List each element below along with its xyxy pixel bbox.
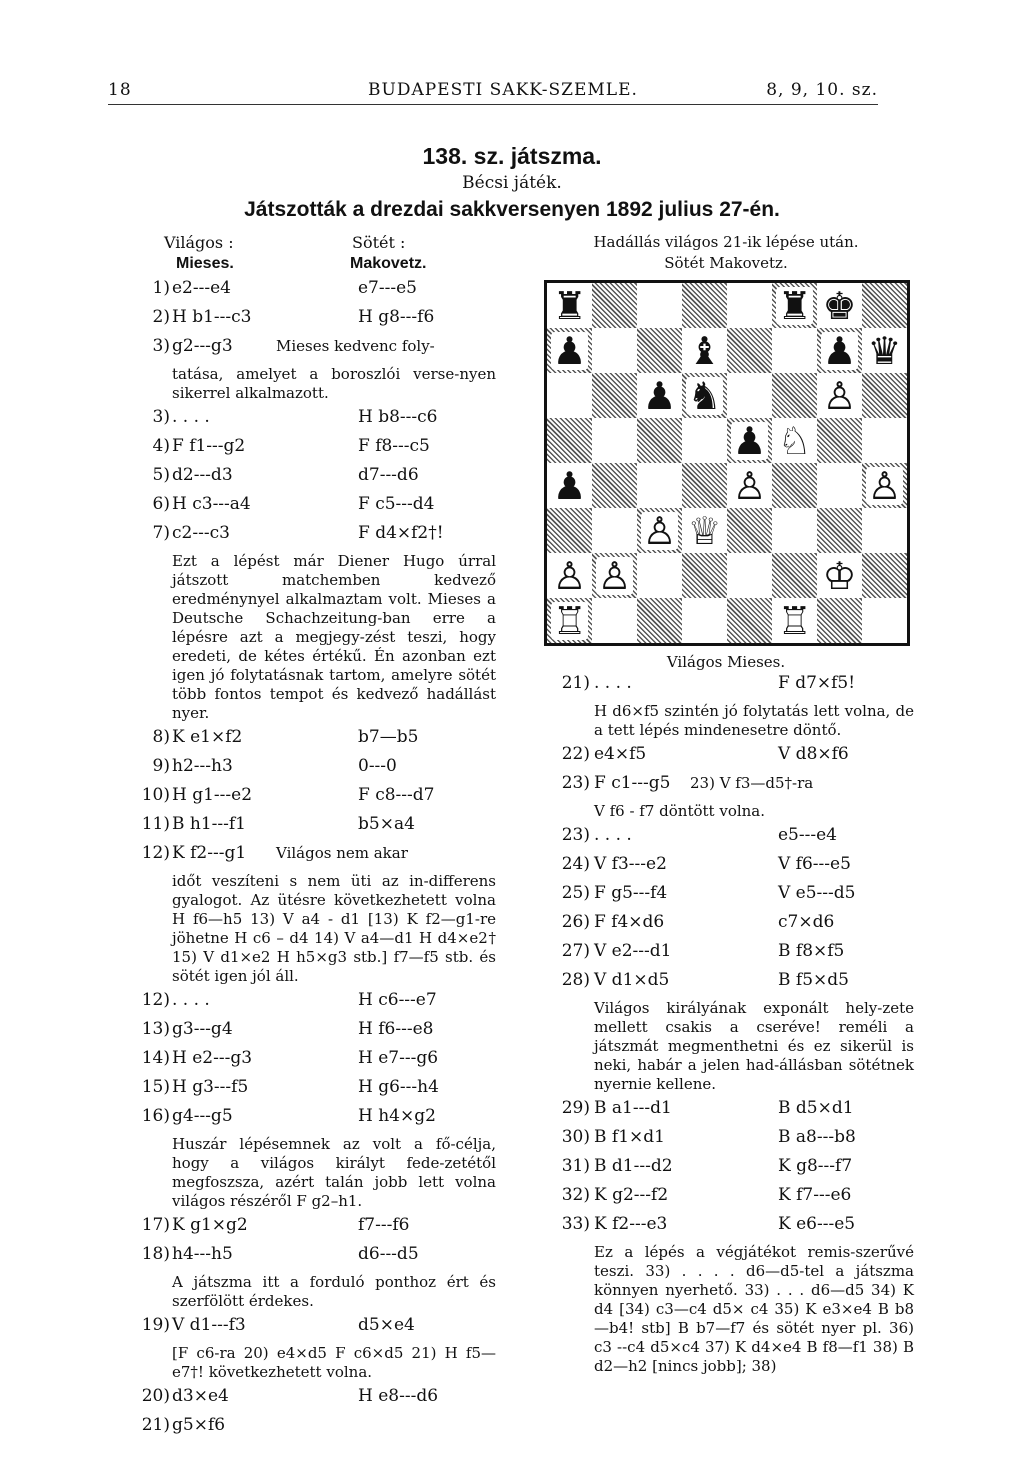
header-rule xyxy=(108,104,878,105)
white-move: H g3---f5 xyxy=(172,1077,249,1097)
move-annotation: V f6 - f7 döntött volna. xyxy=(594,802,766,820)
issue-number: 8, 9, 10. sz. xyxy=(766,80,878,100)
board-square xyxy=(817,328,862,373)
board-square xyxy=(862,508,907,553)
move-number: 18) xyxy=(141,1244,170,1264)
journal-title: BUDAPESTI SAKK-SZEMLE. xyxy=(368,80,638,100)
white-pawn-icon: ♙ xyxy=(867,463,902,508)
board-square xyxy=(862,598,907,643)
black-move: F c8---d7 xyxy=(358,785,435,805)
white-move: . . . . xyxy=(594,825,632,845)
board-square xyxy=(772,373,817,418)
black-move: K e6---e5 xyxy=(778,1214,856,1234)
inline-comment: 23) V f3—d5†-ra xyxy=(690,774,814,792)
board-square xyxy=(817,508,862,553)
players-names xyxy=(126,253,496,274)
white-pawn-icon: ♙ xyxy=(552,553,587,598)
move-number: 29) xyxy=(561,1098,590,1118)
board-square xyxy=(817,373,862,418)
move-row xyxy=(126,785,496,814)
move-annotation: Világos királyának exponált hely-zete mellett csakis a cseréve! reméli a játszmát megmenthetni és ez sikerül is neki, habár a jelen had-állásban sötétnek nyernie kellene. xyxy=(594,999,914,1093)
board-square xyxy=(637,418,682,463)
move-row xyxy=(126,814,496,843)
move-number: 21) xyxy=(561,673,590,693)
board-square xyxy=(772,598,817,643)
move-row xyxy=(538,912,914,941)
move-row xyxy=(538,1127,914,1156)
move-row xyxy=(126,1315,496,1344)
black-move: F d4×f2†! xyxy=(358,523,444,543)
white-rook-icon: ♖ xyxy=(552,598,587,643)
white-move: F f4×d6 xyxy=(594,912,665,932)
black-move: d5×e4 xyxy=(358,1315,415,1335)
white-pawn-icon: ♙ xyxy=(642,508,677,553)
black-label: Sötét : xyxy=(352,233,406,252)
move-number: 22) xyxy=(561,744,590,764)
white-move: K f2---e3 xyxy=(594,1214,668,1234)
board-square xyxy=(592,508,637,553)
move-annotation: [F c6-ra 20) e4×d5 F c6×d5 21) H f5—e7†! következhetett volna. xyxy=(172,1344,496,1381)
white-move: K g2---f2 xyxy=(594,1185,669,1205)
move-number: 12) xyxy=(141,990,170,1010)
black-move: F f8---c5 xyxy=(358,436,430,456)
white-move: B a1---d1 xyxy=(594,1098,672,1118)
move-row xyxy=(126,727,496,756)
move-list-right xyxy=(538,673,914,1376)
board-square xyxy=(772,508,817,553)
board-square xyxy=(862,418,907,463)
move-number: 32) xyxy=(561,1185,590,1205)
running-header xyxy=(108,80,878,102)
move-annotation: Huszár lépésemnek az volt a fő-célja, hogy a világos királyt fede-zetétől megfoszsza, azért talán jobb lett volna világos részéről F g2–h1. xyxy=(172,1135,496,1210)
black-move: K g8---f7 xyxy=(778,1156,853,1176)
opening-name: Bécsi játék. xyxy=(462,173,562,193)
black-move: c7×d6 xyxy=(778,912,835,932)
black-move: B f5×d5 xyxy=(778,970,849,990)
white-move: V f3---e2 xyxy=(594,854,667,874)
white-king-icon: ♔ xyxy=(822,553,857,598)
board-square xyxy=(772,463,817,508)
black-move: d7---d6 xyxy=(358,465,419,485)
move-annotation: Ezt a lépést már Diener Hugo úrral játszott matchemben kedvező eredménynyel alkalmaztam volt. Mieses a Deutsche Schachzeitung-ban erre a lépésre azt a megjegy-zést teszi, hogy eredeti, de kétes értékű. Én azonban ezt igen jó folytatásnak tartom, amelyre sötét több fontos tempot és kedvező hadállást nyer. xyxy=(172,552,496,722)
move-number: 3) xyxy=(152,336,170,356)
move-row xyxy=(126,756,496,785)
board-square xyxy=(592,283,637,328)
white-move: e4×f5 xyxy=(594,744,647,764)
board-square xyxy=(547,373,592,418)
move-number: 28) xyxy=(561,970,590,990)
white-move: h4---h5 xyxy=(172,1244,233,1264)
move-number: 1) xyxy=(152,278,170,298)
white-move: H b1---c3 xyxy=(172,307,252,327)
move-number: 12) xyxy=(141,843,170,863)
move-number: 21) xyxy=(141,1415,170,1435)
move-number: 15) xyxy=(141,1077,170,1097)
white-move: H g1---e2 xyxy=(172,785,253,805)
black-move: H g6---h4 xyxy=(358,1077,439,1097)
board-square xyxy=(727,328,772,373)
move-number: 5) xyxy=(152,465,170,485)
white-move: K f2---g1 xyxy=(172,843,247,863)
white-label: Világos : xyxy=(164,233,234,252)
black-move: H b8---c6 xyxy=(358,407,438,427)
move-number: 9) xyxy=(152,756,170,776)
move-row xyxy=(538,883,914,912)
move-row xyxy=(126,1019,496,1048)
move-row xyxy=(538,673,914,702)
black-pawn-icon: ♟ xyxy=(642,373,677,418)
board-square xyxy=(727,373,772,418)
move-row xyxy=(126,1106,496,1135)
move-number: 33) xyxy=(561,1214,590,1234)
board-square xyxy=(547,418,592,463)
white-move: g5×f6 xyxy=(172,1415,226,1435)
board-square xyxy=(772,418,817,463)
black-player: Makovetz. xyxy=(350,255,427,272)
move-row xyxy=(126,307,496,336)
board-square xyxy=(772,283,817,328)
board-square xyxy=(817,418,862,463)
move-row xyxy=(538,744,914,773)
white-move: . . . . xyxy=(594,673,632,693)
white-move: H c3---a4 xyxy=(172,494,251,514)
black-move: H e8---d6 xyxy=(358,1386,439,1406)
move-row xyxy=(538,825,914,854)
white-move: V d1---f3 xyxy=(172,1315,246,1335)
black-move: V f6---e5 xyxy=(778,854,851,874)
board-square xyxy=(637,373,682,418)
black-knight-icon: ♞ xyxy=(687,373,722,418)
board-square xyxy=(727,508,772,553)
board-square xyxy=(637,553,682,598)
board-square xyxy=(862,463,907,508)
move-row xyxy=(538,1098,914,1127)
board-square xyxy=(727,283,772,328)
move-row xyxy=(126,990,496,1019)
white-move: F c1---g5 xyxy=(594,773,671,793)
move-row xyxy=(538,1214,914,1243)
board-square xyxy=(817,598,862,643)
players-labels xyxy=(126,232,496,253)
black-move: e5---e4 xyxy=(778,825,837,845)
board-square xyxy=(592,373,637,418)
move-row xyxy=(126,407,496,436)
white-move: V d1×d5 xyxy=(594,970,670,990)
black-pawn-icon: ♟ xyxy=(822,328,857,373)
board-square xyxy=(637,508,682,553)
move-row xyxy=(538,1156,914,1185)
white-move: F g5---f4 xyxy=(594,883,668,903)
move-number: 13) xyxy=(141,1019,170,1039)
board-square xyxy=(547,598,592,643)
move-row xyxy=(126,278,496,307)
move-row xyxy=(126,1415,496,1444)
move-row xyxy=(538,773,914,802)
white-move: h2---h3 xyxy=(172,756,233,776)
move-number: 26) xyxy=(561,912,590,932)
black-move: f7---f6 xyxy=(358,1215,410,1235)
black-move: K f7---e6 xyxy=(778,1185,852,1205)
diagram-black-player: Sötét Makovetz. xyxy=(664,254,788,272)
move-number: 27) xyxy=(561,941,590,961)
move-number: 14) xyxy=(141,1048,170,1068)
black-king-icon: ♚ xyxy=(822,283,857,328)
move-row xyxy=(126,1244,496,1273)
left-column xyxy=(126,232,496,1444)
board-square xyxy=(862,328,907,373)
move-number: 7) xyxy=(152,523,170,543)
board-square xyxy=(637,328,682,373)
black-move: H g8---f6 xyxy=(358,307,435,327)
black-rook-icon: ♜ xyxy=(552,283,587,328)
move-number: 11) xyxy=(141,814,170,834)
move-row xyxy=(538,970,914,999)
event-line: Játszották a drezdai sakkversenyen 1892 julius 27-én. xyxy=(244,198,780,221)
board-square xyxy=(682,508,727,553)
move-annotation: A játszma itt a forduló ponthoz ért és szerfölött érdekes. xyxy=(172,1273,496,1310)
black-move: B d5×d1 xyxy=(778,1098,854,1118)
black-move: F d7×f5! xyxy=(778,673,856,693)
move-number: 30) xyxy=(561,1127,590,1147)
black-pawn-icon: ♟ xyxy=(552,463,587,508)
move-list-left xyxy=(126,278,496,1444)
white-move: B f1×d1 xyxy=(594,1127,665,1147)
move-number: 23) xyxy=(561,773,590,793)
board-square xyxy=(772,328,817,373)
move-number: 8) xyxy=(152,727,170,747)
move-number: 10) xyxy=(141,785,170,805)
page-number: 18 xyxy=(108,80,132,100)
board-square xyxy=(592,463,637,508)
move-annotation: H d6×f5 szintén jó folytatás lett volna, de a tett lépés mindenesetre döntő. xyxy=(594,702,914,739)
move-row xyxy=(126,1386,496,1415)
board-square xyxy=(862,553,907,598)
board-square xyxy=(637,283,682,328)
move-annotation: időt veszíteni s nem üti az in-differens gyalogot. Az ütésre következhetett volna H f6—h5 13) V a4 - d1 [13) K f2—g1-re jöhetne H c6 – d4 14) V a4—d1 H d4×e2† 15) V d1×e2 H h5×g3 stb.] f7—f5 stb. és sötét igen jól áll. xyxy=(172,872,496,985)
board-square xyxy=(682,283,727,328)
move-number: 23) xyxy=(561,825,590,845)
board-square xyxy=(592,553,637,598)
board-square xyxy=(682,553,727,598)
white-move: g2---g3 xyxy=(172,336,233,356)
black-move: H c6---e7 xyxy=(358,990,437,1010)
white-move: K g1×g2 xyxy=(172,1215,248,1235)
diagram-white-player: Világos Mieses. xyxy=(666,653,786,671)
move-row xyxy=(126,1215,496,1244)
black-queen-icon: ♛ xyxy=(867,328,902,373)
game-number: 138. sz. játszma. xyxy=(422,143,602,169)
move-row xyxy=(126,465,496,494)
white-move: g3---g4 xyxy=(172,1019,233,1039)
move-number: 16) xyxy=(141,1106,170,1126)
chess-diagram xyxy=(544,280,910,646)
board-square xyxy=(727,418,772,463)
white-move: g4---g5 xyxy=(172,1106,233,1126)
white-move: F f1---g2 xyxy=(172,436,246,456)
black-move: B f8×f5 xyxy=(778,941,845,961)
white-move: K e1×f2 xyxy=(172,727,243,747)
move-number: 24) xyxy=(561,854,590,874)
board-square xyxy=(682,598,727,643)
board-square xyxy=(547,508,592,553)
black-bishop-icon: ♝ xyxy=(687,328,722,373)
board-square xyxy=(727,463,772,508)
move-number: 19) xyxy=(141,1315,170,1335)
move-row xyxy=(126,843,496,872)
black-pawn-icon: ♟ xyxy=(732,418,767,463)
board-square xyxy=(727,598,772,643)
move-number: 4) xyxy=(152,436,170,456)
black-move: H h4×g2 xyxy=(358,1106,436,1126)
move-row xyxy=(126,494,496,523)
move-row xyxy=(538,941,914,970)
board-square xyxy=(682,463,727,508)
board-square xyxy=(817,283,862,328)
white-queen-icon: ♕ xyxy=(687,508,722,553)
move-number: 17) xyxy=(141,1215,170,1235)
white-player: Mieses. xyxy=(176,255,234,272)
board-square xyxy=(547,553,592,598)
move-number: 3) xyxy=(152,407,170,427)
board-square xyxy=(592,418,637,463)
move-number: 2) xyxy=(152,307,170,327)
move-row xyxy=(126,1048,496,1077)
board-square xyxy=(862,373,907,418)
board-square xyxy=(682,373,727,418)
white-move: c2---c3 xyxy=(172,523,230,543)
black-move: H f6---e8 xyxy=(358,1019,434,1039)
board-square xyxy=(637,463,682,508)
white-rook-icon: ♖ xyxy=(777,598,812,643)
move-row xyxy=(538,1185,914,1214)
move-row xyxy=(126,436,496,465)
move-row xyxy=(126,336,496,365)
right-column xyxy=(538,232,914,1380)
diagram-caption: Hadállás világos 21-ik lépése után. xyxy=(593,233,859,251)
board-square xyxy=(547,463,592,508)
black-move: b5×a4 xyxy=(358,814,415,834)
move-annotation: Ez a lépés a végjátékot remis-szerűvé teszi. 33) . . . . d6—d5-tel a játszma könnyen nyerhető. 33) . . . d6—d5 34) K d4 [34) c3—c4 d5× c4 35) K e3×e4 B b8—b4! stb] B b7—f7 és sötét nyer pl. 36) c3 --c4 d5×c4 37) K d4×e4 B f8—f1 38) B d2—h2 [nincs jobb]; 38) xyxy=(594,1243,914,1375)
white-move: d3×e4 xyxy=(172,1386,229,1406)
black-move: b7—b5 xyxy=(358,727,419,747)
black-move: B a8---b8 xyxy=(778,1127,856,1147)
move-number: 6) xyxy=(152,494,170,514)
white-pawn-icon: ♙ xyxy=(822,373,857,418)
white-move: H e2---g3 xyxy=(172,1048,253,1068)
move-annotation: tatása, amelyet a boroszlói verse-nyen sikerrel alkalmazott. xyxy=(172,365,496,402)
move-row xyxy=(126,523,496,552)
move-row xyxy=(126,1077,496,1106)
board-square xyxy=(592,598,637,643)
black-move: F c5---d4 xyxy=(358,494,435,514)
board-square xyxy=(772,553,817,598)
white-move: V e2---d1 xyxy=(594,941,672,961)
white-move: . . . . xyxy=(172,990,210,1010)
white-move: . . . . xyxy=(172,407,210,427)
board-square xyxy=(547,328,592,373)
white-pawn-icon: ♙ xyxy=(597,553,632,598)
board-square xyxy=(727,553,772,598)
move-number: 31) xyxy=(561,1156,590,1176)
black-move: V e5---d5 xyxy=(778,883,856,903)
white-pawn-icon: ♙ xyxy=(732,463,767,508)
black-move: d6---d5 xyxy=(358,1244,419,1264)
black-rook-icon: ♜ xyxy=(777,283,812,328)
black-move: 0---0 xyxy=(358,756,397,776)
black-move: H e7---g6 xyxy=(358,1048,439,1068)
board-square xyxy=(682,328,727,373)
black-move: V d8×f6 xyxy=(778,744,849,764)
board-square xyxy=(547,283,592,328)
board-square xyxy=(862,283,907,328)
inline-comment: Világos nem akar xyxy=(276,844,408,862)
white-move: e2---e4 xyxy=(172,278,231,298)
board-square xyxy=(592,328,637,373)
white-knight-icon: ♘ xyxy=(777,418,812,463)
move-row xyxy=(538,854,914,883)
inline-comment: Mieses kedvenc foly- xyxy=(276,337,435,355)
board-square xyxy=(682,418,727,463)
move-number: 20) xyxy=(141,1386,170,1406)
black-move: e7---e5 xyxy=(358,278,417,298)
board-square xyxy=(817,463,862,508)
white-move: B h1---f1 xyxy=(172,814,247,834)
black-pawn-icon: ♟ xyxy=(552,328,587,373)
board-square xyxy=(817,553,862,598)
white-move: d2---d3 xyxy=(172,465,233,485)
board-square xyxy=(637,598,682,643)
white-move: B d1---d2 xyxy=(594,1156,673,1176)
move-number: 25) xyxy=(561,883,590,903)
